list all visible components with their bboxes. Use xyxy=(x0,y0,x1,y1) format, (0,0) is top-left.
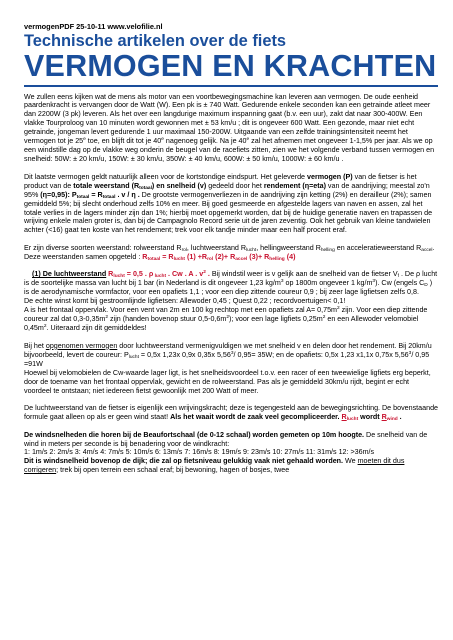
paragraph-resistances: Er zijn diverse soorten weerstand: rolweerstand $R_{rol}$, luchtweerstand $R_{lucht}$, hellingweerstand $R_{helling}$ en acceleratieweerstand $R_{accel}$. xyxy=(24,243,435,253)
document-page xyxy=(24,22,438,475)
paragraph-total-formula: Deze weerstanden samen opgeteld : $R_{totaal} = R_{lucht}$ $(1) +R_{rol}$ $(2)+ R_{accel}$ $(3)+ R_{helling}$ (4) xyxy=(24,252,296,262)
doc-header-line: vermogenPDF 25-10-11 www.velofilie.nl xyxy=(24,22,163,31)
paragraph-dike-correction: Dit is windsnelheid bovenop de dijk; die zal op fietsniveau gelukkig vaak niet gehaald worden. We moeten dit dus corrigeren; trek bij open terrein een schaal eraf; bij bewoning, hagen of bosjes, twee xyxy=(24,457,405,475)
beaufort-scale-values: 1: 1m/s 2: 2m/s 3: 4m/s 4: 7m/s 5: 10m/s 6: 13m/s 7: 16m/s 8: 19m/s 9: 23m/s 10: 27m/s 11: 31m/s 12: >36m/s xyxy=(24,448,375,457)
air-resistance-formula: $R_{lucht} = 0,5$ . ρ $_{lucht}$ . Cw . A . $v^2$ . xyxy=(106,270,210,280)
doc-title: VERMOGEN EN KRACHTEN xyxy=(24,49,437,83)
paragraph-streamlined: De echte winst komt bij gestroomlijnde ligfietsen: Allewoder 0,45 ; Quest 0,22 ; recordvoertuigen< 0,1! xyxy=(24,297,346,306)
paragraph-frontal-area: A is het frontaal oppervlak. Voor een vent van 2m en 100 kg rechtop met een opafiets zal $A= 0,75m^2$ zijn. Voor een diep zittende coureur zal dat $0,3-0,35m^2$ zijn (handen bovenop stuur $0,5-0,6m^2$); voor een lage ligfiets $0,25m^2$ en een Allewoder velomobiel $0,45m^2$. Uiteraard zijn dit gemiddeldes! xyxy=(24,306,428,333)
paragraph-beaufort: De windsnelheden die horen bij de Beaufortschaal (de 0-12 schaal) worden gemeten op 10m hoogte. De snelheid van de wind in meters per seconde is bij benadering voor de windkracht: xyxy=(24,430,428,448)
paragraph-intro: We zullen eens kijken wat de mens als motor van een voortbewegingsmachine kan leveren aan vermogen. De oude eenheid paardenkracht is vervangen door de Watt (W). Een pk is ± 740 Watt. Gedurende enkele seconden kan een getrainde atleet meer dan 2200W (3 pk) leveren. Als het over een langdurige maximum inspanning gaat (b.v. een uur), zakt dat naar 300-400W. Een vlakke Tourproloog van 10 minuten wordt gewonnen met ± 53 km/u ; dit is ongeveer 600 Watt. Een gezonde, maar niet echt getrainde, jongeman levert gedurende 1 uur maximaal 150-200W. Uitgaande van een zelfde trainingsintensiteit neemt het vermogen tot je 25e toe, en blijft dit tot je 40e nagenoeg gelijk. Na je 40e zal het afnemen met ongeveer 1-1,5% per jaar. Als we op een windstille dag op de vlakke weg onderin de beugel van de racefiets zitten, zien we het volgende verband tussen vermogen en snelheid: 50W: ± 20 km/u, 150W: ± 30 km/u, 350W: ± 40 km/u, 600W: ± 50 km/u, 1000W: ± 60 km/u . xyxy=(24,92,435,164)
paragraph-power: Dit laatste vermogen geldt natuurlijk alleen voor de kortstondige eindspurt. Het geleverde vermogen (P) van de fietser is het product van de totale weerstand $(R_{totaal})$ en snelheid (v) gedeeld door het rendement (η=eta) van de aandrijving; meestal zo'n 95% (η=0,95): $P_{totaal} = R_{totaal}$ . v / η . De grootste vermogenverliezen in de aandrijving zijn ketting (2%) en derailleur (2%); samen gemiddeld 5%; bij slecht onderhoud zelfs 10% en meer. Bij goed gesmeerde en afgestelde lagers van naven en assen, zal het totale verlies in de lagers minder zijn dan 1%; hierbij moet opgemerkt worden, dat bij de huidige generatie naven en trapassen de wrijving enkele malen groter is, dan bij de Campagnolo Record serie uit de jaren zeventig. Ook het gebruik van kleine tandwielen achter (<16) gaat ten koste van het rendement; trek voor elk tandje minder maar een half procent eraf. xyxy=(24,172,433,235)
paragraph-wind: De luchtweerstand van de fietser is eigenlijk een wrijvingskracht; deze is tegengesteld aan de bewegingsrichting. De bovenstaande formule gaat alleen op als er geen wind staat! Als het waait wordt de zaak veel gecompliceerder. $R_{lucht}$ wordt $R_{wind}$ . xyxy=(24,404,439,423)
paragraph-air-resistance: (1) De luchtweerstand $R_{lucht} = 0,5$ . ρ $_{lucht}$ . Cw . A . $v^2$ . Bij windstil weer is v gelijk aan de snelheid van de fietser $V_f$ . De ρ lucht is de soortelijke massa van lucht bij 1 bar (in Nederland is dit ongeveer 1,23 $kg/m^3$ op 1800m ongeveer 1 $kg/m^3$). Cw (engels $C_D$ ) is de aerodynamische vormfactor, voor een opafiets 1,1 ; voor een diep zittende coureur 0,9 ; bij zeer lage ligfietsen zelfs 0,8. xyxy=(24,270,438,297)
total-resistance-formula: $R_{totaal} = R_{lucht}$ $(1) +R_{rol}$ $(2)+ R_{accel}$ $(3)+ R_{helling}$ (4) xyxy=(142,252,296,262)
paragraph-absorbed-power: Bij het opgenomen vermogen door luchtweerstand vermenigvuldigen we met snelheid v en delen door het rendement. Bij 20km/u bijvoorbeeld, levert de coureur: $P_{lucht} = 0,5x$ 1,23x 0,9x 0,35x 5,56$^3$/ 0,95= 35W; en de opafiets: 0,5x 1,23 x1,1x 0,75x 5,56$^3$/ 0,95 =91W xyxy=(24,341,432,368)
doc-subtitle: Technische artikelen over de fiets xyxy=(24,32,287,50)
section-heading-air: (1) De luchtweerstand xyxy=(32,270,107,279)
paragraph-velomobiles: Hoewel bij velomobielen de Cw-waarde lager ligt, is het snelheidsvoordeel t.o.v. een racer of een tweewielige ligfiets erg beperkt, door de toename van het frontaal oppervlak, gewicht en de rolweerstand. Pas als je gemiddeld 30km/u rijdt, begint er echt voordeel te ontstaan; niet iedereen fietst gewoonlijk met 200 Watt of meer. xyxy=(24,368,431,395)
